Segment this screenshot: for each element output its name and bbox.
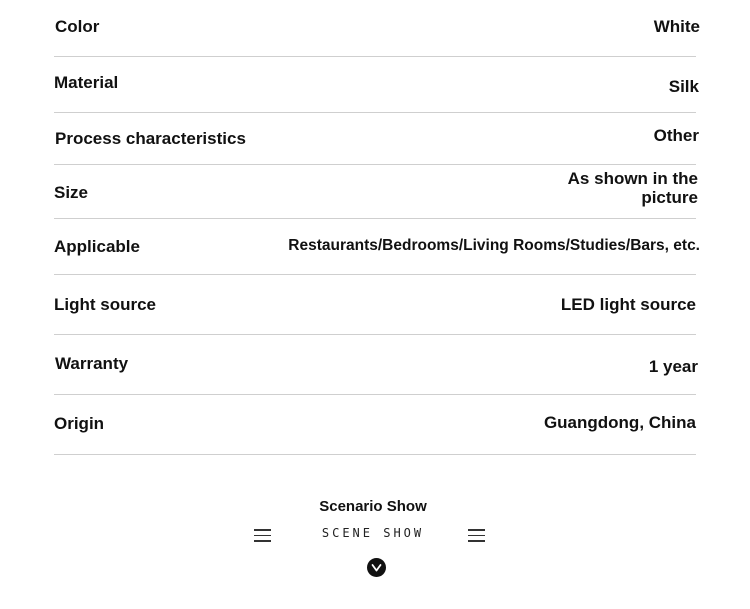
chevron-down-icon[interactable] [367, 558, 386, 577]
spec-value: As shown in the picture [567, 169, 698, 207]
spec-label: Applicable [54, 237, 140, 256]
spec-label: Process characteristics [55, 129, 246, 148]
spec-label: Warranty [55, 354, 129, 373]
spec-label: Size [54, 183, 89, 202]
spec-row-size [54, 165, 696, 219]
spec-row-warranty [54, 335, 696, 395]
scenario-show-header [0, 496, 750, 596]
spec-label: Color [55, 17, 100, 36]
spec-value: Silk [668, 77, 699, 96]
spec-row-origin [54, 395, 696, 455]
spec-row-material [54, 57, 699, 113]
spec-label: Material [54, 73, 119, 92]
spec-value: LED light source [560, 295, 696, 314]
spec-value: 1 year [648, 357, 698, 376]
spec-table [54, 0, 700, 455]
spec-value: White [653, 17, 700, 36]
section-subtitle: SCENE SHOW [321, 526, 425, 540]
menu-icon [468, 529, 485, 542]
spec-row-color [54, 0, 700, 57]
spec-value: Guangdong, China [543, 413, 696, 432]
spec-row-applicable [54, 219, 700, 275]
spec-row-process [54, 113, 699, 165]
spec-value: Restaurants/Bedrooms/Living Rooms/Studies/Bars, etc. [288, 237, 700, 254]
spec-label: Origin [54, 414, 105, 433]
section-title: Scenario Show [319, 498, 427, 515]
spec-label: Light source [54, 295, 157, 314]
spec-value: Other [653, 126, 699, 145]
spec-row-light-source [54, 275, 696, 335]
